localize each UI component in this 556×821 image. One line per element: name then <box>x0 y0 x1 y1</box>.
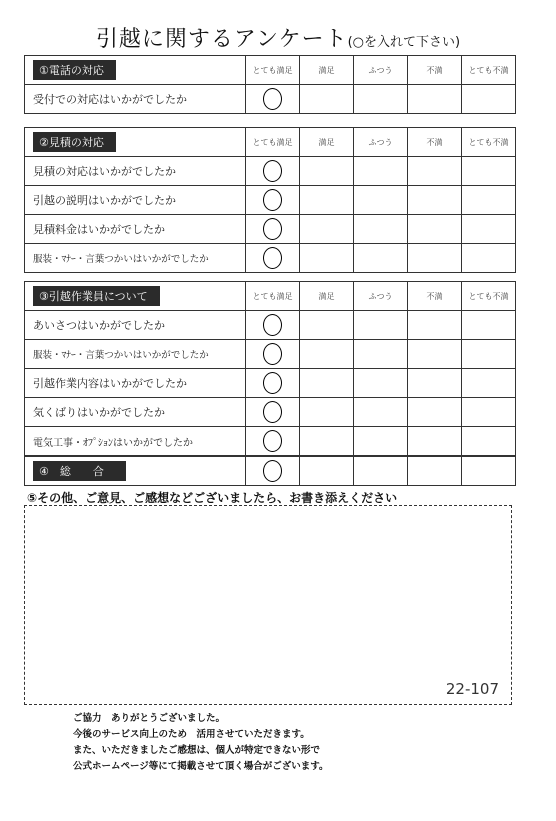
rating-cell[interactable] <box>300 369 354 398</box>
rating-cell[interactable] <box>246 157 300 186</box>
scale-header: 満足 <box>300 282 354 311</box>
rating-cell[interactable] <box>462 311 516 340</box>
footer-line: また、いただきましたご感想は、個人が特定できない形で <box>73 745 321 756</box>
rating-cell[interactable] <box>300 215 354 244</box>
rating-cell[interactable] <box>300 85 354 114</box>
selected-circle-mark <box>263 314 282 336</box>
scale-header: とても満足 <box>246 56 300 85</box>
rating-cell[interactable] <box>246 457 300 486</box>
rating-cell[interactable] <box>408 340 462 369</box>
rating-cell[interactable] <box>354 427 408 456</box>
question-row <box>25 369 516 398</box>
question-text: 服装・ﾏﾅｰ・言葉つかいはいかがでしたか <box>25 244 246 273</box>
rating-cell[interactable] <box>300 340 354 369</box>
rating-cell[interactable] <box>354 157 408 186</box>
scale-header: とても満足 <box>246 282 300 311</box>
rating-cell[interactable] <box>300 244 354 273</box>
selected-circle-mark <box>263 247 282 269</box>
section-label: ①電話の対応 <box>33 60 116 80</box>
rating-cell[interactable] <box>462 157 516 186</box>
section-label: ②見積の対応 <box>33 132 116 152</box>
scale-header: 満足 <box>300 56 354 85</box>
question-row <box>25 157 516 186</box>
rating-cell[interactable] <box>408 244 462 273</box>
scale-header: とても満足 <box>246 128 300 157</box>
rating-cell[interactable] <box>246 85 300 114</box>
rating-cell[interactable] <box>462 369 516 398</box>
rating-cell[interactable] <box>462 340 516 369</box>
question-row <box>25 340 516 369</box>
question-text: あいさつはいかがでしたか <box>25 311 246 340</box>
rating-cell[interactable] <box>354 311 408 340</box>
rating-cell[interactable] <box>354 340 408 369</box>
rating-cell[interactable] <box>246 427 300 456</box>
scale-header: ふつう <box>354 128 408 157</box>
rating-cell[interactable] <box>408 457 462 486</box>
scale-header: ふつう <box>354 282 408 311</box>
rating-cell[interactable] <box>300 398 354 427</box>
question-row <box>25 398 516 427</box>
question-text: 受付での対応はいかがでしたか <box>25 85 246 114</box>
selected-circle-mark <box>263 343 282 365</box>
rating-cell[interactable] <box>354 457 408 486</box>
question-row <box>25 311 516 340</box>
selected-circle-mark <box>263 372 282 394</box>
rating-cell[interactable] <box>354 398 408 427</box>
selected-circle-mark <box>263 401 282 423</box>
question-row <box>25 244 516 273</box>
rating-cell[interactable] <box>408 157 462 186</box>
rating-cell[interactable] <box>354 244 408 273</box>
question-text: 引越の説明はいかがでしたか <box>25 186 246 215</box>
selected-circle-mark <box>263 160 282 182</box>
section-estimate-table <box>24 127 516 273</box>
rating-cell[interactable] <box>408 311 462 340</box>
question-text: 服装・ﾏﾅｰ・言葉つかいはいかがでしたか <box>25 340 246 369</box>
rating-cell[interactable] <box>408 186 462 215</box>
rating-cell[interactable] <box>408 427 462 456</box>
title-instruction: (○を入れて下さい) <box>347 35 461 50</box>
section-staff-table <box>24 281 516 456</box>
question-row <box>25 427 516 456</box>
rating-cell[interactable] <box>246 186 300 215</box>
rating-cell[interactable] <box>246 398 300 427</box>
question-text: 見積の対応はいかがでしたか <box>25 157 246 186</box>
question-text: 見積料金はいかがでしたか <box>25 215 246 244</box>
rating-cell[interactable] <box>408 85 462 114</box>
rating-cell[interactable] <box>354 369 408 398</box>
footer-line: ご協力 ありがとうございました。 <box>73 713 226 724</box>
rating-cell[interactable] <box>462 427 516 456</box>
scale-header: とても不満 <box>462 282 516 311</box>
rating-cell[interactable] <box>300 457 354 486</box>
rating-cell[interactable] <box>462 215 516 244</box>
question-text: 気くばりはいかがでしたか <box>25 398 246 427</box>
rating-cell[interactable] <box>462 186 516 215</box>
scale-header: とても不満 <box>462 56 516 85</box>
selected-circle-mark <box>263 460 282 482</box>
selected-circle-mark <box>263 430 282 452</box>
footer-note <box>73 711 329 775</box>
rating-cell[interactable] <box>408 215 462 244</box>
rating-cell[interactable] <box>408 398 462 427</box>
comment-field[interactable] <box>24 505 512 705</box>
overall-row <box>25 457 516 486</box>
footer-line: 今後のサービス向上のため 活用させていただきます。 <box>73 729 310 740</box>
overall-label: ④ 総 合 <box>33 461 126 481</box>
rating-cell[interactable] <box>354 215 408 244</box>
scale-header: 不満 <box>408 56 462 85</box>
section-label: ③引越作業員について <box>33 286 160 306</box>
question-row <box>25 186 516 215</box>
scale-header: ふつう <box>354 56 408 85</box>
section-overall-table <box>24 456 516 486</box>
rating-cell[interactable] <box>300 186 354 215</box>
question-text: 引越作業内容はいかがでしたか <box>25 369 246 398</box>
section-phone-table <box>24 55 516 114</box>
rating-cell[interactable] <box>462 85 516 114</box>
rating-cell[interactable] <box>246 311 300 340</box>
rating-cell[interactable] <box>246 244 300 273</box>
selected-circle-mark <box>263 189 282 211</box>
scale-header: 満足 <box>300 128 354 157</box>
rating-cell[interactable] <box>246 340 300 369</box>
rating-cell[interactable] <box>300 427 354 456</box>
question-text: 電気工事・ｵﾌﾟｼｮﾝはいかがでしたか <box>25 427 246 456</box>
rating-cell[interactable] <box>354 85 408 114</box>
rating-cell[interactable] <box>300 157 354 186</box>
scale-header: 不満 <box>408 128 462 157</box>
selected-circle-mark <box>263 218 282 240</box>
title-main: 引越に関するアンケート <box>95 27 348 52</box>
rating-cell[interactable] <box>246 215 300 244</box>
question-row <box>25 85 516 114</box>
footer-line: 公式ホームページ等にて掲載させて頂く場合がございます。 <box>73 761 329 772</box>
survey-title <box>0 22 556 53</box>
rating-cell[interactable] <box>462 244 516 273</box>
rating-cell[interactable] <box>408 369 462 398</box>
form-code: 22-107 <box>445 680 499 698</box>
scale-header: とても不満 <box>462 128 516 157</box>
rating-cell[interactable] <box>300 311 354 340</box>
rating-cell[interactable] <box>354 186 408 215</box>
rating-cell[interactable] <box>462 457 516 486</box>
rating-cell[interactable] <box>246 369 300 398</box>
scale-header: 不満 <box>408 282 462 311</box>
question-row <box>25 215 516 244</box>
rating-cell[interactable] <box>462 398 516 427</box>
comment-prompt: ⑤その他、ご意見、ご感想などございましたら、お書き添えください <box>27 491 398 505</box>
selected-circle-mark <box>263 88 282 110</box>
